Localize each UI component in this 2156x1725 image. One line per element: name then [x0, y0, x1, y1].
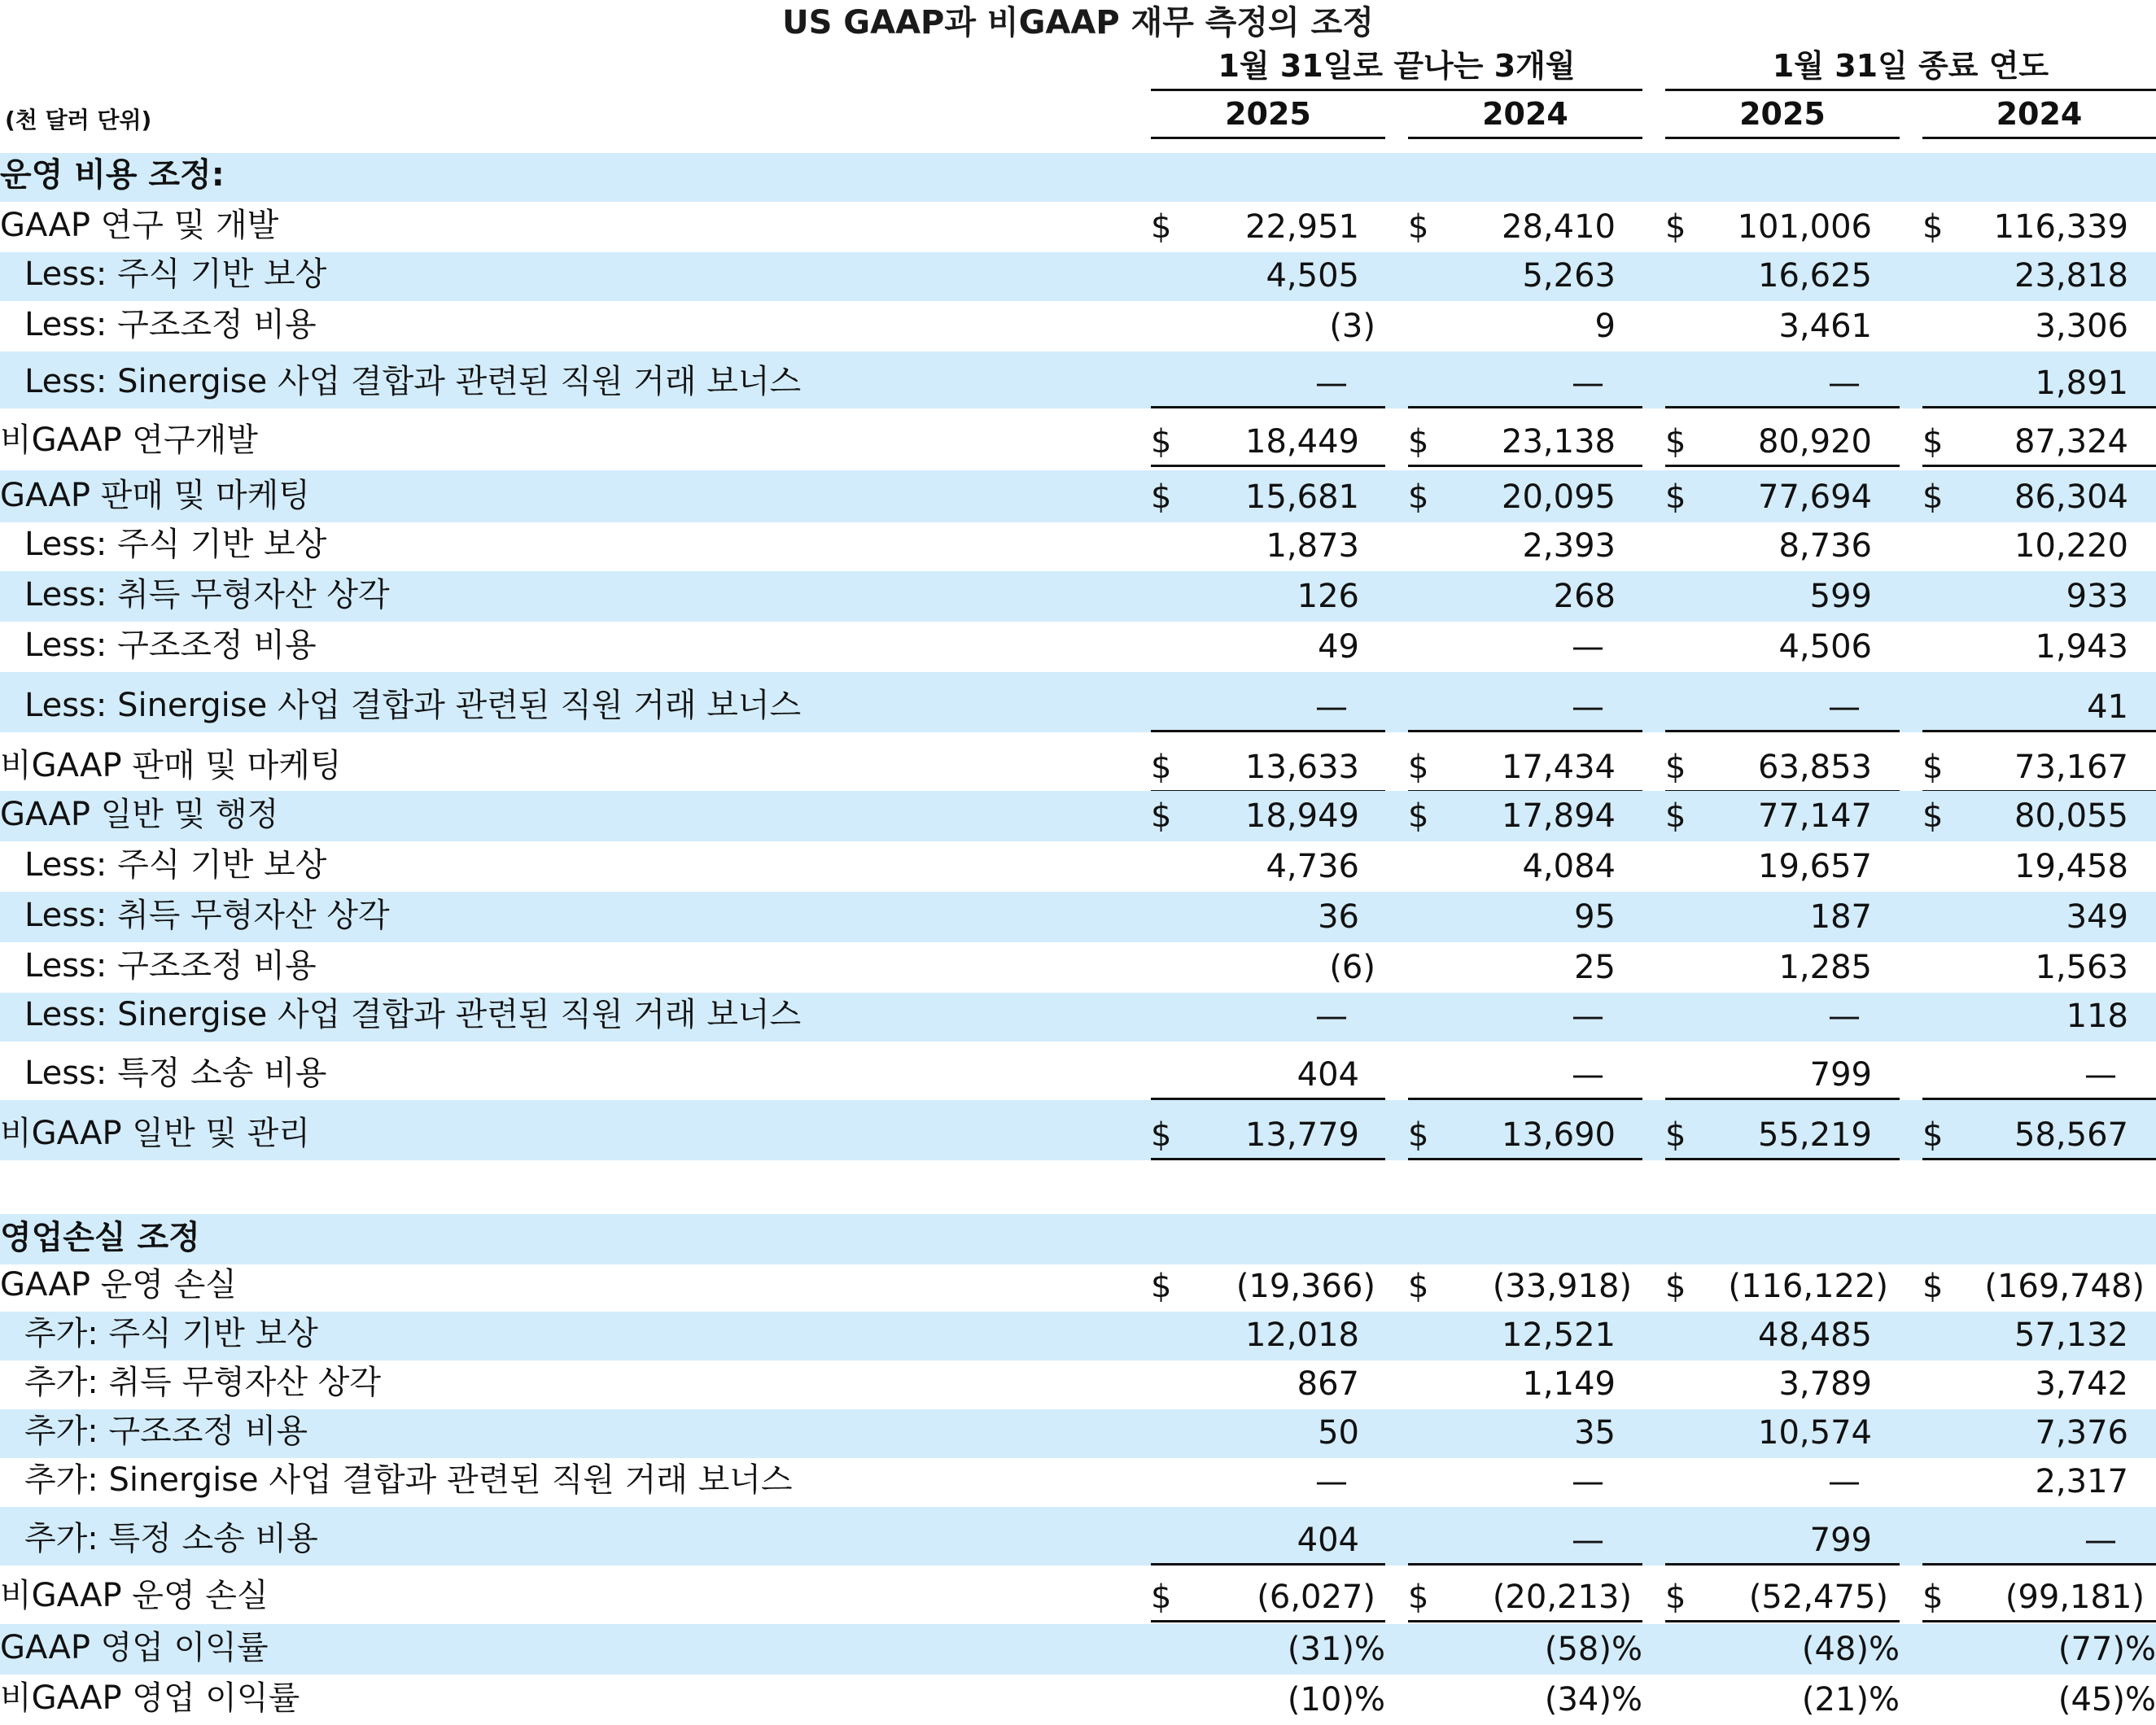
currency-symbol: $	[1665, 423, 1686, 461]
value-cell: 19,657	[1758, 848, 1872, 885]
table-row	[0, 1458, 2156, 1507]
value-cell: 17,894	[1502, 797, 1616, 835]
currency-symbol: $	[1151, 1268, 1172, 1305]
value-cell: 57,132	[2014, 1317, 2128, 1354]
value-cell: 933	[2066, 578, 2128, 615]
currency-symbol: $	[1922, 1268, 1944, 1305]
subtotal-rule	[1665, 406, 1900, 408]
value-cell: 18,949	[1245, 797, 1359, 835]
value-cell: 20,095	[1502, 478, 1616, 516]
value-cell: 19,458	[2014, 848, 2128, 885]
period-header-three-months: 1월 31일로 끝나는 3개월	[1151, 41, 1642, 91]
table-row	[0, 892, 2156, 942]
table-row	[0, 1624, 2156, 1675]
value-cell: (99,181)	[2005, 1579, 2145, 1616]
value-cell: 1,149	[1522, 1365, 1616, 1403]
currency-symbol: $	[1408, 1579, 1429, 1616]
table-row	[0, 841, 2156, 892]
value-cell: (21)%	[1801, 1681, 1900, 1718]
row-label: GAAP 연구 및 개발	[0, 207, 279, 244]
value-cell: 80,055	[2014, 797, 2128, 835]
currency-symbol: $	[1408, 478, 1429, 516]
row-label: Less: 취득 무형자산 상각	[24, 897, 390, 934]
value-cell: (6)	[1329, 949, 1375, 986]
year-header: 2025	[1665, 96, 1900, 139]
currency-symbol: $	[1408, 208, 1429, 246]
value-cell: 18,449	[1245, 423, 1359, 461]
currency-symbol: $	[1922, 1579, 1944, 1616]
currency-symbol: $	[1151, 478, 1172, 516]
value-cell: 87,324	[2014, 423, 2128, 461]
row-label: Less: 구조조정 비용	[24, 627, 317, 664]
value-cell: 73,167	[2014, 749, 2128, 786]
currency-symbol: $	[1922, 208, 1944, 246]
currency-symbol: $	[1408, 1268, 1429, 1305]
subtotal-rule	[1922, 406, 2156, 408]
value-cell: 35	[1574, 1414, 1616, 1452]
value-cell: (19,366)	[1235, 1268, 1375, 1305]
row-label: 비GAAP 일반 및 관리	[0, 1115, 310, 1152]
value-cell: 1,563	[2035, 949, 2128, 986]
table-row	[0, 1100, 2156, 1160]
value-cell: —	[1572, 1056, 1604, 1094]
value-cell: 118	[2066, 998, 2128, 1035]
value-cell: —	[1828, 365, 1861, 402]
value-cell: 50	[1318, 1414, 1359, 1452]
row-label: Less: Sinergise 사업 결합과 관련된 직원 거래 보너스	[24, 363, 802, 400]
row-label: GAAP 판매 및 마케팅	[0, 477, 310, 514]
row-label: Less: Sinergise 사업 결합과 관련된 직원 거래 보너스	[24, 996, 802, 1033]
value-cell: 9	[1594, 308, 1616, 345]
table-row	[0, 1676, 2156, 1725]
value-cell: —	[2084, 1522, 2117, 1559]
value-cell: (31)%	[1287, 1631, 1385, 1668]
value-cell: 867	[1297, 1365, 1359, 1403]
table-row	[0, 993, 2156, 1042]
value-cell: (33,918)	[1492, 1268, 1632, 1305]
value-cell: 2,317	[2035, 1463, 2128, 1500]
period-header-fiscal-year: 1월 31일 종료 연도	[1665, 41, 2156, 91]
table-row	[0, 1360, 2156, 1409]
value-cell: (34)%	[1544, 1681, 1642, 1718]
value-cell: —	[1315, 1463, 1348, 1500]
value-cell: 23,138	[1502, 423, 1616, 461]
value-cell: 25	[1574, 949, 1616, 986]
value-cell: (116,122)	[1728, 1268, 1888, 1305]
currency-symbol: $	[1408, 423, 1429, 461]
row-label: 영업손실 조정	[0, 1219, 200, 1256]
row-label: 비GAAP 운영 손실	[0, 1577, 269, 1614]
table-row	[0, 470, 2156, 522]
value-cell: 23,818	[2014, 257, 2128, 295]
value-cell: —	[1828, 998, 1861, 1035]
value-cell: (3)	[1329, 308, 1375, 345]
table-row	[0, 1566, 2156, 1622]
row-label: Less: 특정 소송 비용	[24, 1055, 327, 1092]
row-label: 비GAAP 판매 및 마케팅	[0, 747, 342, 784]
page-title: US GAAP과 비GAAP 재무 측정의 조정	[782, 4, 1374, 41]
value-cell: —	[1315, 998, 1348, 1035]
year-header: 2024	[1408, 96, 1642, 139]
value-cell: 3,461	[1778, 308, 1872, 345]
value-cell: 4,505	[1266, 257, 1359, 295]
currency-symbol: $	[1665, 1116, 1686, 1154]
value-cell: 12,018	[1245, 1317, 1359, 1354]
units-note: (천 달러 단위)	[5, 107, 152, 133]
currency-symbol: $	[1922, 423, 1944, 461]
currency-symbol: $	[1665, 749, 1686, 786]
value-cell: (48)%	[1801, 1631, 1900, 1668]
currency-symbol: $	[1408, 749, 1429, 786]
value-cell: —	[1572, 628, 1604, 666]
table-row	[0, 791, 2156, 841]
value-cell: 4,506	[1778, 628, 1872, 666]
value-cell: 187	[1809, 898, 1872, 936]
section-header-row	[0, 153, 2156, 202]
value-cell: 10,220	[2014, 527, 2128, 565]
currency-symbol: $	[1665, 1579, 1686, 1616]
value-cell: (77)%	[2058, 1631, 2156, 1668]
row-label: Less: 주식 기반 보상	[24, 255, 327, 293]
currency-symbol: $	[1151, 208, 1172, 246]
row-label: Less: 구조조정 비용	[24, 947, 317, 985]
value-cell: (20,213)	[1492, 1579, 1632, 1616]
currency-symbol: $	[1151, 797, 1172, 835]
value-cell: 101,006	[1737, 208, 1872, 246]
value-cell: 16,625	[1758, 257, 1872, 295]
table-row	[0, 672, 2156, 732]
value-cell: (6,027)	[1257, 1579, 1375, 1616]
currency-symbol: $	[1665, 797, 1686, 835]
value-cell: 1,891	[2035, 365, 2128, 402]
currency-symbol: $	[1922, 797, 1944, 835]
value-cell: 80,920	[1758, 423, 1872, 461]
currency-symbol: $	[1151, 1116, 1172, 1154]
value-cell: 599	[1809, 578, 1872, 615]
row-label: 추가: 취득 무형자산 상각	[24, 1364, 382, 1401]
value-cell: 58,567	[2014, 1116, 2128, 1154]
year-header: 2025	[1151, 96, 1385, 139]
currency-symbol: $	[1408, 797, 1429, 835]
value-cell: 268	[1553, 578, 1616, 615]
value-cell: 7,376	[2035, 1414, 2128, 1452]
currency-symbol: $	[1665, 478, 1686, 516]
table-row	[0, 1043, 2156, 1100]
value-cell: 77,147	[1758, 797, 1872, 835]
value-cell: 12,521	[1502, 1317, 1616, 1354]
row-label: 추가: 특정 소송 비용	[24, 1520, 318, 1557]
value-cell: 3,742	[2035, 1365, 2128, 1403]
currency-symbol: $	[1151, 1579, 1172, 1616]
currency-symbol: $	[1665, 1268, 1686, 1305]
value-cell: —	[1572, 1522, 1604, 1559]
table-row	[0, 301, 2156, 352]
value-cell: —	[1315, 365, 1348, 402]
value-cell: 3,306	[2035, 308, 2128, 345]
row-label: 비GAAP 연구개발	[0, 421, 258, 459]
table-row	[0, 1409, 2156, 1458]
value-cell: (169,748)	[1984, 1268, 2145, 1305]
value-cell: 4,736	[1266, 848, 1359, 885]
row-label: GAAP 일반 및 행정	[0, 796, 279, 833]
value-cell: 48,485	[1758, 1317, 1872, 1354]
row-label: Less: 주식 기반 보상	[24, 846, 327, 884]
row-label: Less: Sinergise 사업 결합과 관련된 직원 거래 보너스	[24, 687, 802, 724]
value-cell: 4,084	[1522, 848, 1616, 885]
value-cell: —	[1572, 688, 1604, 726]
value-cell: 2,393	[1522, 527, 1616, 565]
table-row	[0, 521, 2156, 571]
value-cell: 13,690	[1502, 1116, 1616, 1154]
subtotal-rule	[1151, 406, 1385, 408]
value-cell: 41	[2087, 688, 2128, 726]
value-cell: 126	[1297, 578, 1359, 615]
value-cell: 55,219	[1758, 1116, 1872, 1154]
value-cell: (10)%	[1287, 1681, 1385, 1718]
value-cell: 799	[1809, 1522, 1872, 1559]
value-cell: 77,694	[1758, 478, 1872, 516]
table-row	[0, 732, 2156, 793]
table-row	[0, 1507, 2156, 1566]
value-cell: 1,943	[2035, 628, 2128, 666]
value-cell: 36	[1318, 898, 1359, 936]
table-row	[0, 352, 2156, 408]
currency-symbol: $	[1922, 749, 1944, 786]
row-label: 추가: 구조조정 비용	[24, 1413, 308, 1450]
row-label: 비GAAP 영업 이익률	[0, 1679, 300, 1717]
year-header: 2024	[1922, 96, 2156, 139]
table-row	[0, 622, 2156, 672]
row-label: 추가: Sinergise 사업 결합과 관련된 직원 거래 보너스	[24, 1461, 793, 1499]
value-cell: 13,779	[1245, 1116, 1359, 1154]
value-cell: 49	[1318, 628, 1359, 666]
currency-symbol: $	[1922, 478, 1944, 516]
value-cell: 15,681	[1245, 478, 1359, 516]
currency-symbol: $	[1151, 423, 1172, 461]
row-label: GAAP 운영 손실	[0, 1266, 237, 1304]
value-cell: 28,410	[1502, 208, 1616, 246]
value-cell: (58)%	[1544, 1631, 1642, 1668]
value-cell: 116,339	[1993, 208, 2128, 246]
value-cell: —	[1315, 688, 1348, 726]
table-row	[0, 571, 2156, 622]
value-cell: 13,633	[1245, 749, 1359, 786]
value-cell: —	[1572, 998, 1604, 1035]
value-cell: 799	[1809, 1056, 1872, 1094]
value-cell: —	[1572, 1463, 1604, 1500]
table-row	[0, 942, 2156, 993]
row-label: Less: 주식 기반 보상	[24, 526, 327, 563]
value-cell: 1,873	[1266, 527, 1359, 565]
subtotal-rule	[1408, 406, 1642, 408]
row-label: GAAP 영업 이익률	[0, 1629, 269, 1666]
row-label: 추가: 주식 기반 보상	[24, 1315, 318, 1352]
value-cell: —	[2084, 1056, 2117, 1094]
currency-symbol: $	[1665, 208, 1686, 246]
value-cell: (45)%	[2058, 1681, 2156, 1718]
table-row	[0, 410, 2156, 467]
value-cell: 3,789	[1778, 1365, 1872, 1403]
value-cell: 17,434	[1502, 749, 1616, 786]
value-cell: 1,285	[1778, 949, 1872, 986]
row-label: Less: 구조조정 비용	[24, 306, 317, 343]
spacer-row	[0, 1162, 2156, 1212]
value-cell: 22,951	[1245, 208, 1359, 246]
table-row	[0, 1264, 2156, 1312]
table-row	[0, 1312, 2156, 1360]
row-label: Less: 취득 무형자산 상각	[24, 576, 390, 614]
value-cell: 404	[1297, 1056, 1359, 1094]
table-row	[0, 252, 2156, 301]
currency-symbol: $	[1408, 1116, 1429, 1154]
row-label: 운영 비용 조정:	[0, 156, 225, 194]
value-cell: 5,263	[1522, 257, 1616, 295]
table-row	[0, 202, 2156, 252]
value-cell: 95	[1574, 898, 1616, 936]
value-cell: —	[1828, 688, 1861, 726]
value-cell: —	[1572, 365, 1604, 402]
value-cell: (52,475)	[1748, 1579, 1888, 1616]
currency-symbol: $	[1151, 749, 1172, 786]
value-cell: —	[1828, 1463, 1861, 1500]
currency-symbol: $	[1922, 1116, 1944, 1154]
value-cell: 86,304	[2014, 478, 2128, 516]
value-cell: 10,574	[1758, 1414, 1872, 1452]
value-cell: 349	[2066, 898, 2128, 936]
value-cell: 8,736	[1778, 527, 1872, 565]
value-cell: 63,853	[1758, 749, 1872, 786]
section-header-row	[0, 1214, 2156, 1264]
value-cell: 404	[1297, 1522, 1359, 1559]
